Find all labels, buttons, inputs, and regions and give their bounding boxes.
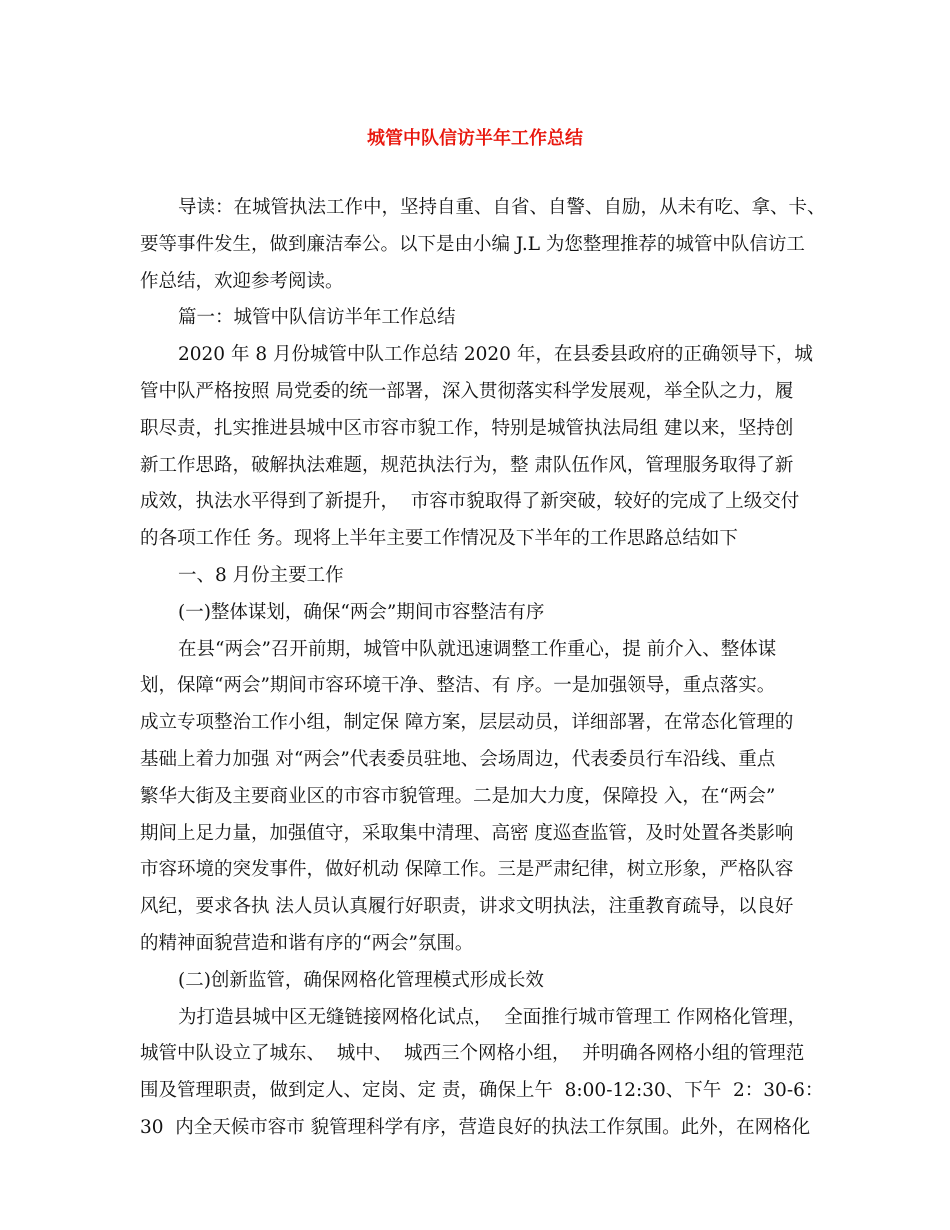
paragraph-subsection-1-body: [140, 632, 830, 963]
text-line: 成立专项整治工作小组，制定保 障方案，层层动员，详细部署，在常态化管理的: [140, 712, 794, 734]
text-line: 市容环境的突发事件，做好机动 保障工作。三是严肃纪律，树立形象，严格队容: [140, 859, 794, 881]
paragraph-subsection-2-body: [140, 1000, 830, 1147]
paragraph-section-1: [140, 558, 830, 595]
text-line: 风纪，要求各执 法人员认真履行好职责，讲求文明执法，注重教育疏导，以良好: [140, 896, 794, 918]
paragraph-summary: [140, 337, 830, 558]
paragraph-subsection-2: [140, 963, 830, 1000]
paragraph-intro: [140, 190, 830, 300]
text-line: (一)整体谋划，确保“两会”期间市容整洁有序: [178, 601, 545, 623]
text-line: 管中队严格按照 局党委的统一部署，深入贯彻落实科学发展观，举全队之力，履: [140, 380, 794, 402]
text-line: 繁华大街及主要商业区的市容市貌管理。二是加大力度，保障投 入，在“两会”: [140, 785, 776, 807]
text-line: 成效，执法水平得到了新提升， 市容市貌取得了新突破，较好的完成了上级交付: [140, 491, 800, 513]
text-line: 城管中队设立了城东、 城中、 城西三个网格小组， 并明确各网格小组的管理范: [140, 1043, 805, 1065]
document-title: 城管中队信访半年工作总结: [367, 128, 583, 149]
text-line: 的精神面貌营造和谐有序的“两会”氛围。: [140, 932, 474, 954]
text-line: 划，保障“两会”期间市容环境干净、整洁、有 序。一是加强领导，重点落实。: [140, 675, 776, 697]
text-line: 作总结，欢迎参考阅读。: [140, 270, 344, 292]
text-line: 导读：在城管执法工作中，坚持自重、自省、自警、自励，从未有吃、拿、卡、: [178, 197, 826, 218]
text-line: 基础上着力加强 对“两会”代表委员驻地、会场周边，代表委员行车沿线、重点: [140, 748, 776, 770]
text-line: 为打造县城中区无缝链接网格化试点， 全面推行城市管理工 作网格化管理，: [178, 1006, 807, 1028]
text-line: 2020 年 8 月份城管中队工作总结 2020 年，在县委县政府的正确领导下，城: [178, 344, 813, 366]
text-line: 期间上足力量，加强值守，采取集中清理、高密 度巡查监管，及时处置各类影响: [140, 822, 794, 844]
text-line: 篇一：城管中队信访半年工作总结: [178, 307, 456, 329]
text-line: 新工作思路，破解执法难题，规范执法行为，整 肃队伍作风，管理服务取得了新: [140, 454, 794, 476]
text-line: 30 内全天候市容市 貌管理科学有序，营造良好的执法工作氛围。此外，在网格化: [140, 1116, 811, 1138]
text-line: 围及管理职责，做到定人、定岗、定 责，确保上午 8:00-12:30、下午 2：30-6：: [140, 1080, 824, 1102]
text-line: 在县“两会”召开前期，城管中队就迅速调整工作重心，提 前介入、整体谋: [178, 638, 777, 660]
text-line: 的各项工作任 务。现将上半年主要工作情况及下半年的工作思路总结如下: [140, 528, 738, 550]
document-body: [140, 190, 830, 1147]
text-line: (二)创新监管，确保网格化管理模式形成长效: [178, 969, 544, 991]
text-line: 一、8 月份主要工作: [178, 564, 344, 586]
text-line: 要等事件发生，做到廉洁奉公。以下是由小编 J.L 为您整理推荐的城管中队信访工: [140, 233, 805, 255]
text-line: 职尽责，扎实推进县城中区市容市貌工作，特别是城管执法局组 建以来，坚持创: [140, 417, 794, 439]
paragraph-part-one-heading: [140, 300, 830, 337]
paragraph-subsection-1: [140, 595, 830, 632]
